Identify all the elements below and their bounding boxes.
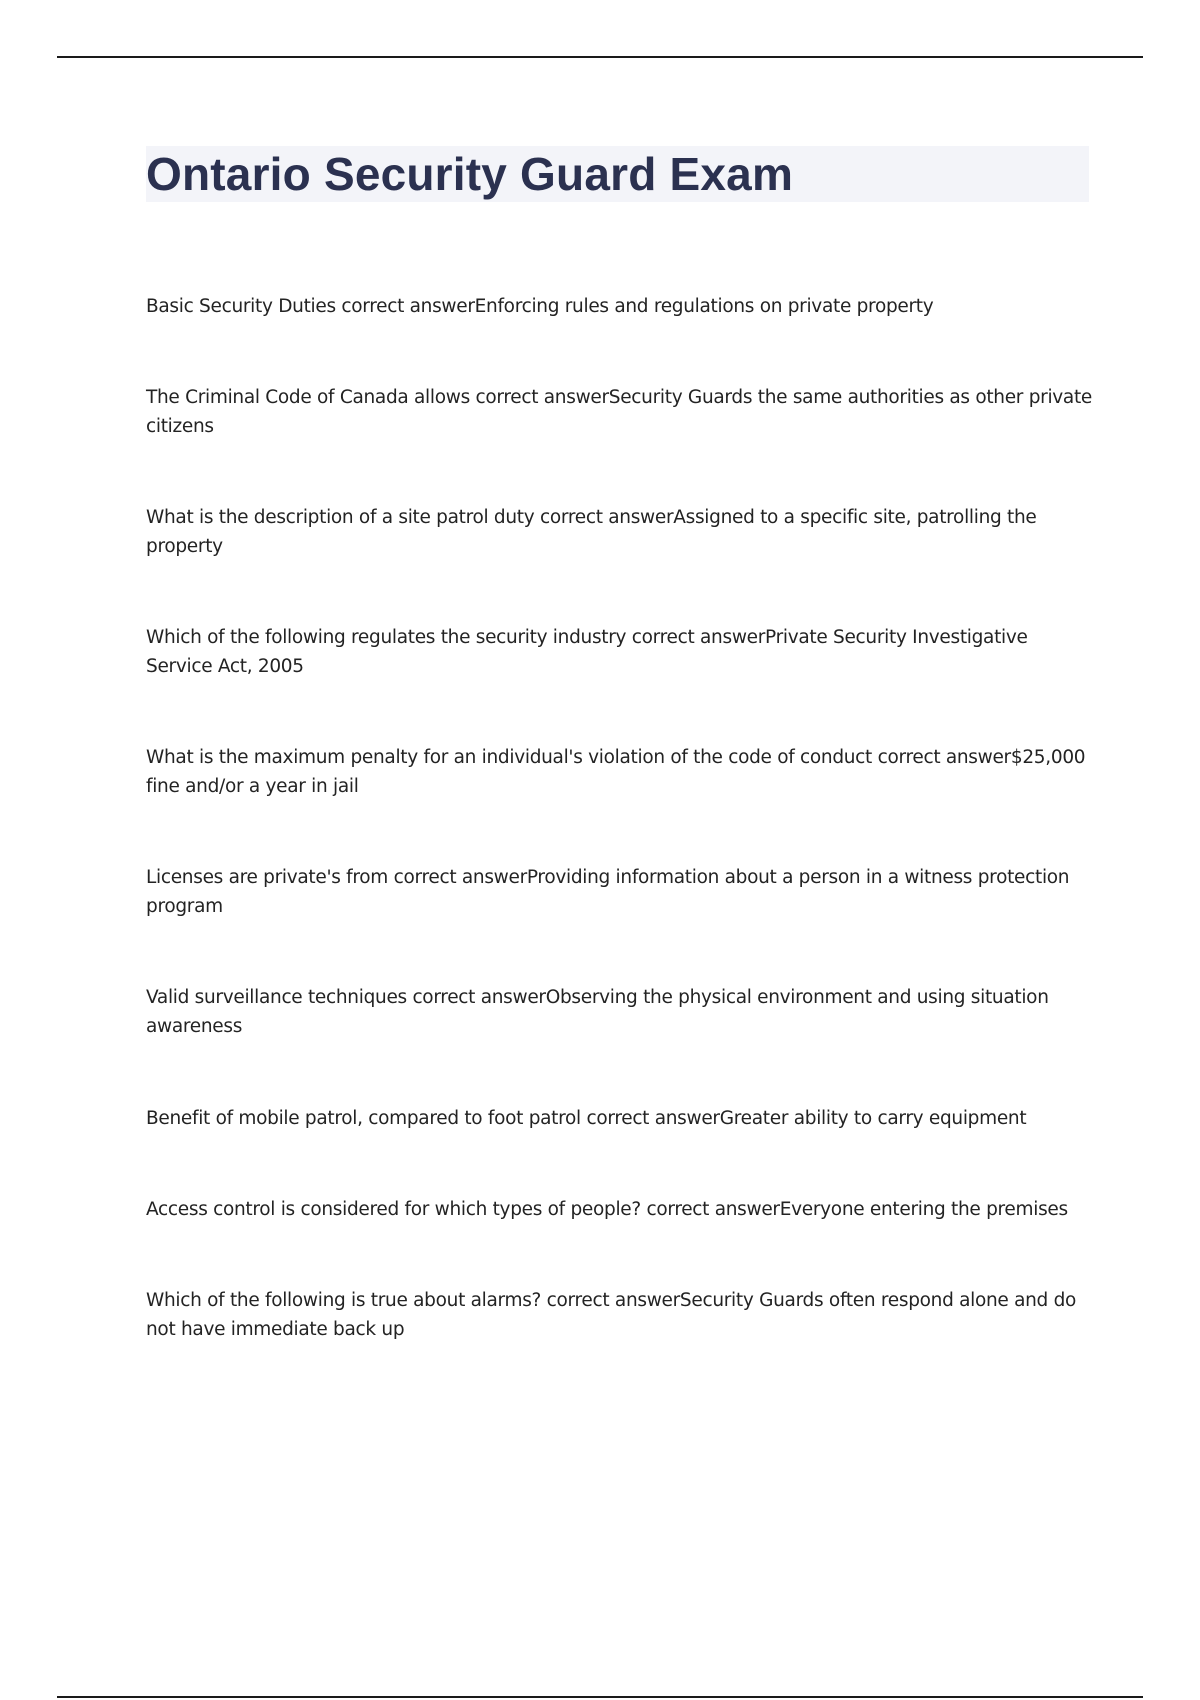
document-title: Ontario Security Guard Exam (146, 148, 794, 200)
qa-item: Access control is considered for which types of people? correct answerEveryone entering the premises (146, 1199, 1068, 1220)
qa-item: Which of the following regulates the security industry correct answerPrivate Security Investigative Service Act, 2005 (146, 627, 1028, 677)
qa-item: Licenses are private's from correct answerProviding information about a person in a witness protection program (146, 867, 1070, 917)
qa-item: What is the description of a site patrol duty correct answerAssigned to a specific site, patrolling the property (146, 507, 1037, 557)
qa-item: What is the maximum penalty for an individual's violation of the code of conduct correct answer$25,000 fine and/or a year in jail (146, 747, 1086, 797)
qa-item: Basic Security Duties correct answerEnforcing rules and regulations on private property (146, 296, 934, 317)
footer-rule (57, 1696, 1143, 1698)
header-rule (57, 56, 1143, 58)
qa-item: Valid surveillance techniques correct answerObserving the physical environment and using situation awareness (146, 987, 1049, 1037)
qa-item: Benefit of mobile patrol, compared to foot patrol correct answerGreater ability to carry equipment (146, 1108, 1027, 1129)
qa-item: Which of the following is true about alarms? correct answerSecurity Guards often respond alone and do not have immediate back up (146, 1290, 1077, 1340)
qa-item: The Criminal Code of Canada allows correct answerSecurity Guards the same authorities as other private citizens (146, 387, 1093, 437)
